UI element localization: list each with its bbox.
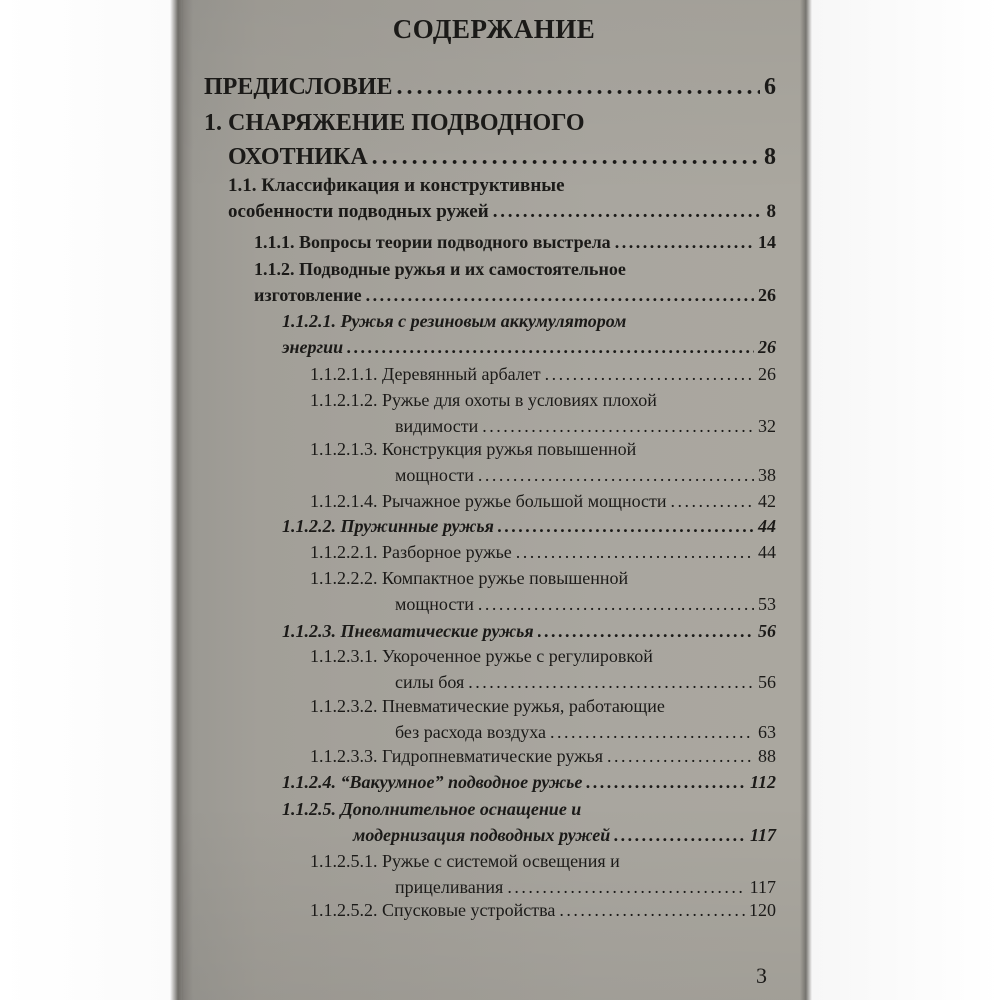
leader-dots	[347, 334, 754, 360]
toc-page-number: 53	[758, 594, 776, 614]
toc-entry-text: 1.1.2.5.2. Спусковые устройства	[310, 900, 556, 920]
leader-dots	[607, 743, 754, 769]
leader-dots	[366, 282, 754, 308]
leader-dots	[493, 199, 763, 225]
toc-entry-1-1-2-3-1	[310, 643, 776, 695]
toc-entry-chapter-1	[204, 106, 776, 174]
toc-entry-text: 1.1.2.1.4. Рычажное ружье большой мощности	[310, 491, 667, 511]
toc-page-number: 117	[749, 877, 776, 897]
leader-dots	[396, 70, 760, 104]
toc-entry-1-1-2-3-2	[310, 693, 776, 745]
toc-entry-text-cont: силы боя	[395, 672, 465, 692]
toc-entry-1-1-2-1-2	[310, 387, 776, 439]
toc-entry-text: 1.1.2. Подводные ружья и их самостоятельное	[254, 259, 626, 279]
toc-entry-1-1-2-3-3	[310, 743, 776, 769]
toc-entry-1-1-2-2	[282, 513, 776, 539]
toc-entry-text: ПРЕДИСЛОВИЕ	[204, 74, 393, 100]
leader-dots	[538, 618, 754, 644]
toc-page-number: 26	[758, 364, 776, 384]
toc-page-number: 32	[758, 416, 776, 436]
leader-dots	[559, 897, 745, 923]
toc-entry-text: 1.1.2.2. Пружинные ружья	[282, 516, 494, 536]
toc-entry-text-cont: модернизация подводных ружей	[353, 825, 611, 845]
toc-page-number: 56	[758, 621, 776, 641]
page-title: СОДЕРЖАНИЕ	[392, 14, 596, 44]
toc-entry-1-1-2-5-2	[310, 897, 776, 923]
toc-entry-1-1-2-2-2	[310, 565, 776, 617]
page-number-footer: 3	[756, 963, 767, 988]
toc-entry-text: 1.1.2.3.2. Пневматические ружья, работающие	[310, 696, 665, 716]
toc-page-number: 88	[758, 746, 776, 766]
toc-entry-1-1	[228, 173, 776, 225]
toc-entry-text: 1.1.2.2.1. Разборное ружье	[310, 542, 512, 562]
leader-dots	[550, 719, 754, 745]
toc-entry-text-cont: изготовление	[254, 285, 362, 305]
toc-entry-text-cont: ОХОТНИКА	[228, 144, 368, 170]
leader-dots	[516, 539, 754, 565]
leader-dots	[498, 513, 754, 539]
leader-dots	[615, 229, 754, 255]
toc-entry-text: 1.1. Классификация и конструктивные	[228, 175, 565, 196]
toc-entry-1-1-2-1-1	[310, 361, 776, 387]
leader-dots	[671, 488, 754, 514]
toc-page-number: 44	[758, 542, 776, 562]
leader-dots	[545, 361, 754, 387]
toc-entry-text: 1.1.2.3.1. Укороченное ружье с регулировкой	[310, 646, 653, 666]
leader-dots	[614, 822, 746, 848]
toc-entry-text: 1.1.2.4. “Вакуумное” подводное ружье	[282, 772, 583, 792]
toc-entry-text: 1.1.2.5.1. Ружье с системой освещения и	[310, 851, 620, 871]
leader-dots	[372, 140, 760, 174]
toc-entry-text: 1. СНАРЯЖЕНИЕ ПОДВОДНОГО	[204, 110, 585, 136]
toc-page-number: 63	[758, 722, 776, 742]
toc-entry-1-1-2-2-1	[310, 539, 776, 565]
toc-page-number: 38	[758, 465, 776, 485]
toc-entry-text: 1.1.2.5. Дополнительное оснащение и	[282, 799, 582, 819]
toc-entry-1-1-2-1	[282, 308, 776, 360]
toc-entry-preface	[204, 70, 776, 104]
leader-dots	[478, 462, 754, 488]
toc-page-number: 112	[749, 772, 776, 792]
toc-page-number: 120	[749, 900, 776, 920]
leader-dots	[586, 769, 746, 795]
toc-page-number: 8	[764, 144, 776, 170]
toc-entry-text-cont: прицеливания	[395, 877, 504, 897]
book-page	[182, 0, 806, 1000]
toc-page-number: 117	[749, 825, 776, 845]
toc-entry-text: 1.1.2.1. Ружья с резиновым аккумулятором	[282, 311, 627, 331]
toc-entry-1-1-1	[254, 229, 776, 255]
toc-entry-text: 1.1.1. Вопросы теории подводного выстрела	[254, 232, 611, 252]
toc-entry-1-1-2-1-4	[310, 488, 776, 514]
toc-entry-text: 1.1.2.3. Пневматические ружья	[282, 621, 534, 641]
toc-page-number: 56	[758, 672, 776, 692]
toc-entry-text: 1.1.2.1.2. Ружье для охоты в условиях плохой	[310, 390, 657, 410]
toc-page-number: 6	[764, 74, 776, 100]
toc-entry-text: 1.1.2.1.1. Деревянный арбалет	[310, 364, 541, 384]
toc-entry-text-cont: мощности	[395, 465, 474, 485]
toc-entry-1-1-2-1-3	[310, 436, 776, 488]
toc-page-number: 26	[758, 337, 776, 357]
toc-entry-1-1-2-3	[282, 618, 776, 644]
toc-entry-text-cont: энергии	[282, 337, 344, 357]
toc-page-number: 44	[758, 516, 776, 536]
toc-entry-text-cont: особенности подводных ружей	[228, 201, 489, 222]
toc-entry-text: 1.1.2.2.2. Компактное ружье повышенной	[310, 568, 629, 588]
toc-entry-1-1-2	[254, 256, 776, 308]
toc-page-number: 8	[766, 201, 776, 222]
leader-dots	[468, 669, 754, 695]
toc-entry-1-1-2-5	[282, 796, 776, 848]
toc-entry-1-1-2-4	[282, 769, 776, 795]
toc-page-number: 26	[758, 285, 776, 305]
toc-entry-text-cont: видимости	[395, 416, 479, 436]
toc-entry-text-cont: без расхода воздуха	[395, 722, 546, 742]
leader-dots	[478, 591, 754, 617]
toc-page-number: 14	[758, 232, 776, 252]
toc-entry-text: 1.1.2.3.3. Гидропневматические ружья	[310, 746, 604, 766]
toc-entry-text-cont: мощности	[395, 594, 474, 614]
toc-page-number: 42	[758, 491, 776, 511]
toc-entry-1-1-2-5-1	[310, 848, 776, 900]
toc-entry-text: 1.1.2.1.3. Конструкция ружья повышенной	[310, 439, 637, 459]
